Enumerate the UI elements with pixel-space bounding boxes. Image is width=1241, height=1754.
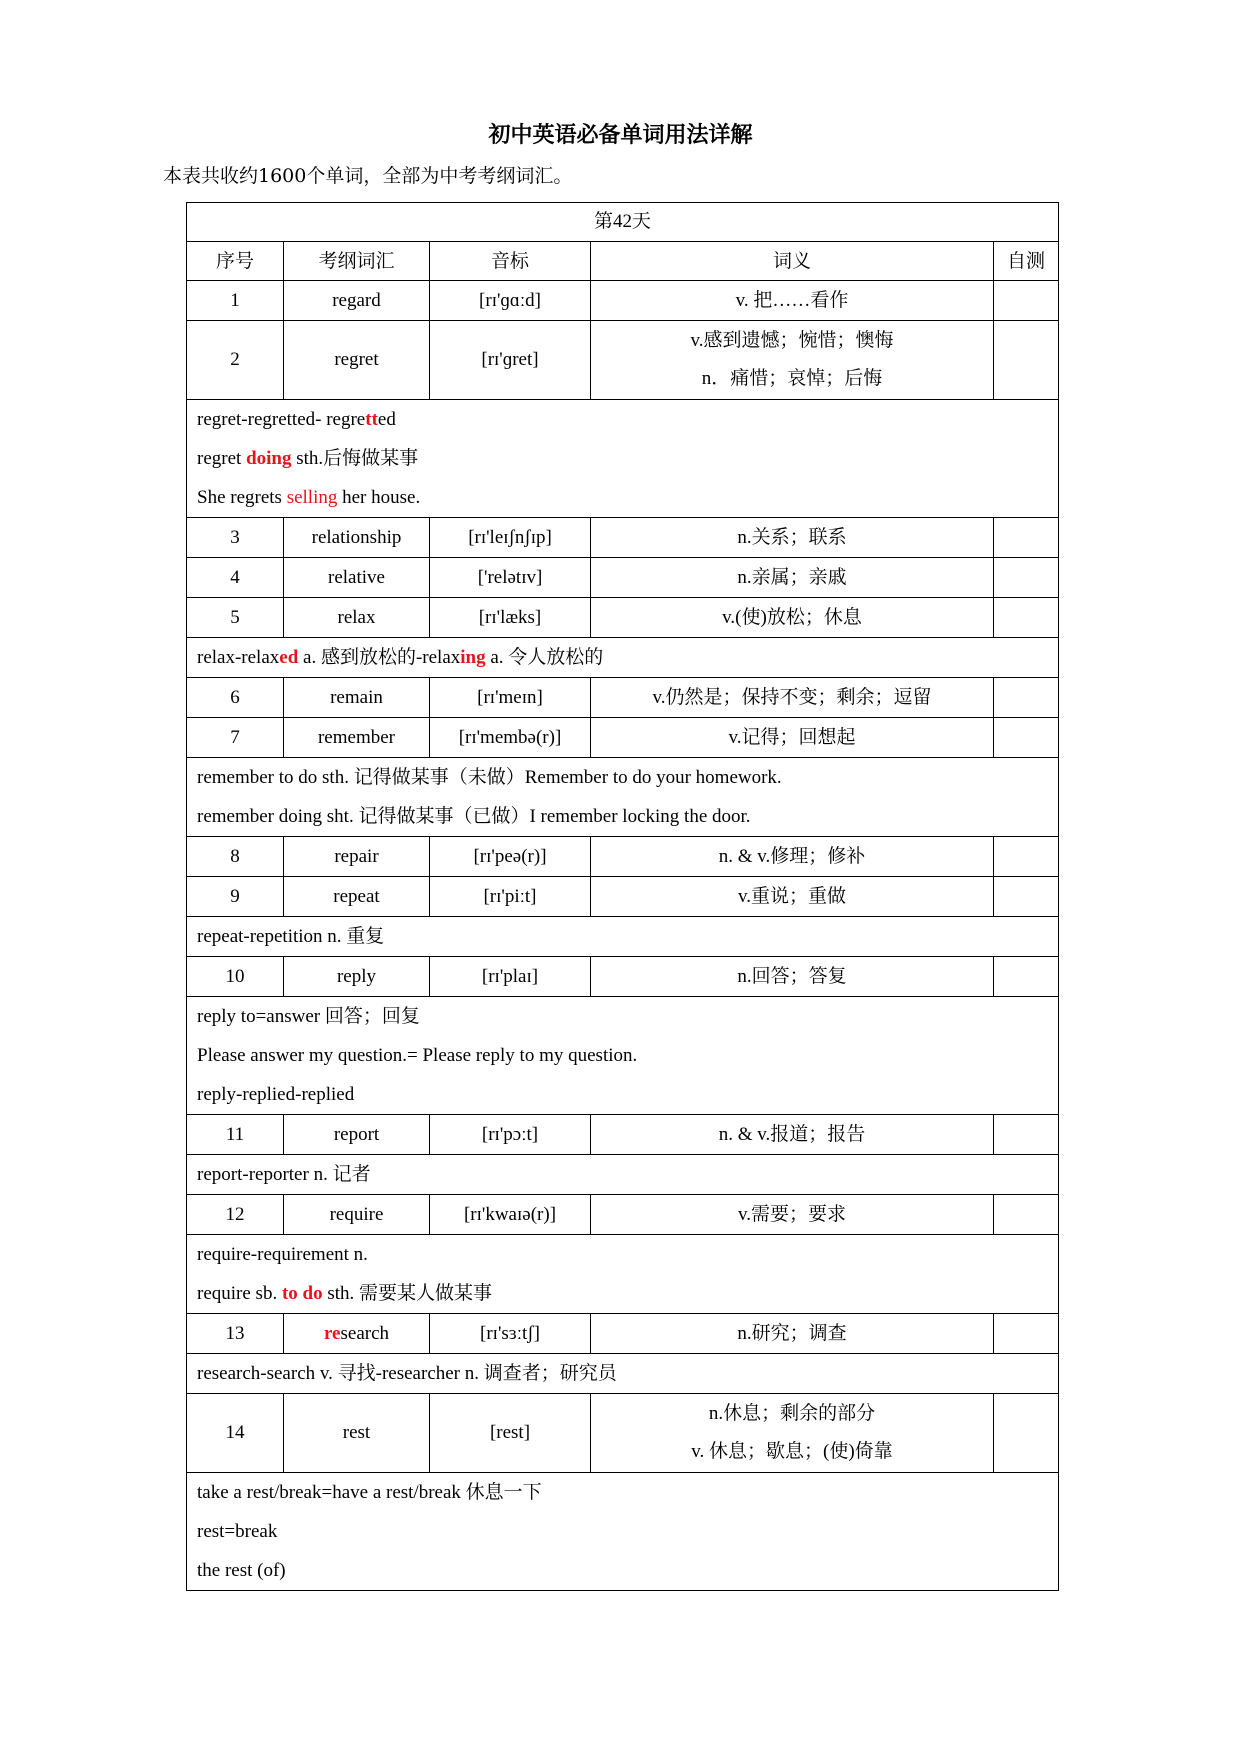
word-text: search (340, 1322, 390, 1344)
meaning-line: n.关系；联系 (737, 526, 847, 548)
word (284, 1314, 430, 1354)
self-test-cell[interactable] (994, 1195, 1059, 1235)
word-row (187, 1195, 1059, 1235)
day-row (187, 203, 1059, 242)
highlight-text: re (323, 1322, 341, 1344)
usage-note (187, 1235, 1059, 1314)
usage-note (187, 400, 1059, 518)
note-line (197, 400, 1054, 439)
word-number: 5 (187, 598, 284, 638)
usage-note (187, 997, 1059, 1115)
self-test-cell[interactable] (994, 877, 1059, 917)
meaning (591, 1115, 994, 1155)
note-text: a. 感到放松的-relax (298, 647, 461, 668)
word: relative (284, 558, 430, 598)
word: remember (284, 718, 430, 758)
note-line: require-requirement n. (197, 1244, 368, 1265)
word-row (187, 281, 1059, 321)
self-test-cell[interactable] (994, 321, 1059, 400)
usage-note-row (187, 1473, 1059, 1591)
note-text: sth. 需要某人做某事 (322, 1283, 493, 1304)
note-line: take a rest/break=have a rest/break 休息一下 (197, 1482, 542, 1503)
note-line: reply to=answer 回答；回复 (197, 1006, 420, 1027)
note-text: She regrets (197, 487, 287, 508)
self-test-cell[interactable] (994, 1115, 1059, 1155)
word-row (187, 321, 1059, 400)
word-row (187, 877, 1059, 917)
phonetic: [rɪ'membə(r)] (430, 718, 591, 758)
word-number: 7 (187, 718, 284, 758)
word-row (187, 837, 1059, 877)
document-title: 初中英语必备单词用法详解 (488, 123, 753, 148)
meaning (591, 837, 994, 877)
self-test-cell[interactable] (994, 281, 1059, 321)
meaning (591, 718, 994, 758)
self-test-cell[interactable] (994, 837, 1059, 877)
phonetic: [rɪ'pɔːt] (430, 1115, 591, 1155)
usage-note-row (187, 1354, 1059, 1394)
meaning-line: v.感到遗憾；惋惜；懊悔 (690, 330, 894, 351)
word-number: 2 (187, 321, 284, 400)
self-test-cell[interactable] (994, 598, 1059, 638)
meaning-line: v.记得；回想起 (728, 726, 856, 748)
word-row (187, 1314, 1059, 1354)
note-line (197, 1274, 1054, 1313)
highlight-text: ed (279, 647, 299, 668)
highlight-text: to do (281, 1283, 323, 1304)
meaning (591, 957, 994, 997)
phonetic: [rɪ'leɪʃnʃɪp] (430, 518, 591, 558)
word-number: 13 (187, 1314, 284, 1354)
phonetic: [rɪ'ɡret] (430, 321, 591, 400)
word: regard (284, 281, 430, 321)
header-word: 考纲词汇 (284, 242, 430, 281)
word: reply (284, 957, 430, 997)
word-row (187, 957, 1059, 997)
word: relationship (284, 518, 430, 558)
meaning (591, 678, 994, 718)
meaning (591, 598, 994, 638)
note-text: regret-regretted- regre (197, 409, 366, 430)
meaning (591, 558, 994, 598)
usage-note-row (187, 638, 1059, 678)
word-number: 8 (187, 837, 284, 877)
word: repair (284, 837, 430, 877)
meaning (591, 877, 994, 917)
word-row (187, 718, 1059, 758)
self-test-cell[interactable] (994, 558, 1059, 598)
word-number: 14 (187, 1394, 284, 1473)
note-line: rest=break (197, 1521, 278, 1542)
header-self-test: 自测 (994, 242, 1059, 281)
header-row (187, 242, 1059, 281)
usage-note-row (187, 758, 1059, 837)
note-text: regret (197, 448, 247, 469)
header-number: 序号 (187, 242, 284, 281)
word-number: 1 (187, 281, 284, 321)
note-line: the rest (of) (197, 1560, 286, 1581)
word-row (187, 1394, 1059, 1473)
meaning-line: v.仍然是；保持不变；剩余；逗留 (652, 686, 932, 708)
usage-note-row (187, 1155, 1059, 1195)
word: rest (284, 1394, 430, 1473)
phonetic: [rɪ'piːt] (430, 877, 591, 917)
self-test-cell[interactable] (994, 678, 1059, 718)
meaning-line: n. & v.修理；修补 (718, 845, 866, 867)
word-number: 11 (187, 1115, 284, 1155)
note-line: report-reporter n. 记者 (197, 1164, 371, 1185)
highlight-text: ing (460, 647, 486, 668)
note-text: her house. (337, 487, 421, 508)
word: relax (284, 598, 430, 638)
meaning (591, 1195, 994, 1235)
highlight-text: selling (286, 487, 338, 508)
note-line: repeat-repetition n. 重复 (197, 926, 385, 947)
meaning-line: v. 把……看作 (735, 289, 849, 311)
meaning-line: n．痛惜；哀悼；后悔 (701, 368, 883, 389)
self-test-cell[interactable] (994, 518, 1059, 558)
phonetic: [rɪ'meɪn] (430, 678, 591, 718)
usage-note (187, 638, 1059, 678)
usage-note-row (187, 400, 1059, 518)
note-line (197, 439, 1054, 478)
phonetic: [rɪ'plaɪ] (430, 957, 591, 997)
word-row (187, 598, 1059, 638)
usage-note (187, 1354, 1059, 1394)
meaning (591, 321, 994, 400)
meaning-line: n.研究；调查 (737, 1322, 847, 1344)
header-phonetic: 音标 (430, 242, 591, 281)
word-row (187, 558, 1059, 598)
note-line (197, 478, 1054, 517)
self-test-cell[interactable] (994, 1314, 1059, 1354)
note-line (197, 638, 1054, 677)
vocabulary-table (186, 202, 1059, 1591)
phonetic: ['relətɪv] (430, 558, 591, 598)
note-line: reply-replied-replied (197, 1084, 355, 1105)
meaning-line: v.(使)放松；休息 (722, 606, 862, 628)
note-line: remember doing sht. 记得做某事（已做）I remember locking the door. (197, 806, 751, 827)
meaning-line: n.休息；剩余的部分 (708, 1403, 876, 1424)
phonetic: [rɪ'peə(r)] (430, 837, 591, 877)
word-number: 3 (187, 518, 284, 558)
meaning-line: v. 休息；歇息；(使)倚靠 (691, 1441, 893, 1462)
usage-note-row (187, 1235, 1059, 1314)
note-text: a. 令人放松的 (485, 647, 604, 668)
self-test-cell[interactable] (994, 718, 1059, 758)
note-text: require sb. (197, 1283, 282, 1304)
meaning-line: n.亲属；亲戚 (737, 566, 847, 588)
word: report (284, 1115, 430, 1155)
highlight-text: doing (246, 448, 292, 469)
meaning-line: n. & v.报道；报告 (718, 1123, 866, 1145)
word-number: 9 (187, 877, 284, 917)
note-line: Please answer my question.= Please reply to my question. (197, 1045, 638, 1066)
usage-note (187, 1473, 1059, 1591)
phonetic: [rɪ'ɡɑːd] (430, 281, 591, 321)
note-line: remember to do sth. 记得做某事（未做）Remember to do your homework. (197, 767, 782, 788)
phonetic: [rɪ'kwaɪə(r)] (430, 1195, 591, 1235)
meaning-line: v.需要；要求 (737, 1203, 847, 1225)
word-row (187, 1115, 1059, 1155)
phonetic: [rɪ'sɜːtʃ] (430, 1314, 591, 1354)
usage-note (187, 917, 1059, 957)
header-meaning: 词义 (591, 242, 994, 281)
word: repeat (284, 877, 430, 917)
phonetic: [rɪ'læks] (430, 598, 591, 638)
word-number: 4 (187, 558, 284, 598)
usage-note-row (187, 917, 1059, 957)
meaning (591, 1314, 994, 1354)
meaning (591, 1394, 994, 1473)
meaning (591, 518, 994, 558)
word: regret (284, 321, 430, 400)
word: remain (284, 678, 430, 718)
word-number: 10 (187, 957, 284, 997)
note-text: sth.后悔做某事 (291, 448, 419, 469)
self-test-cell[interactable] (994, 1394, 1059, 1473)
word-row (187, 678, 1059, 718)
phonetic: [rest] (430, 1394, 591, 1473)
meaning (591, 281, 994, 321)
document-subtitle: 本表共收约1600个单词，全部为中考考纲词汇。 (163, 165, 573, 187)
meaning-line: n.回答；答复 (737, 965, 847, 987)
self-test-cell[interactable] (994, 957, 1059, 997)
word-number: 12 (187, 1195, 284, 1235)
usage-note-row (187, 997, 1059, 1115)
word: require (284, 1195, 430, 1235)
usage-note (187, 1155, 1059, 1195)
note-text: ed (377, 409, 396, 430)
word-number: 6 (187, 678, 284, 718)
meaning-line: v.重说；重做 (737, 885, 847, 907)
highlight-text: tt (365, 409, 378, 430)
usage-note (187, 758, 1059, 837)
note-text: relax-relax (197, 647, 280, 668)
day-label: 第42天 (187, 203, 1059, 242)
note-line: research-search v. 寻找-researcher n. 调查者；研究员 (197, 1363, 617, 1384)
word-row (187, 518, 1059, 558)
